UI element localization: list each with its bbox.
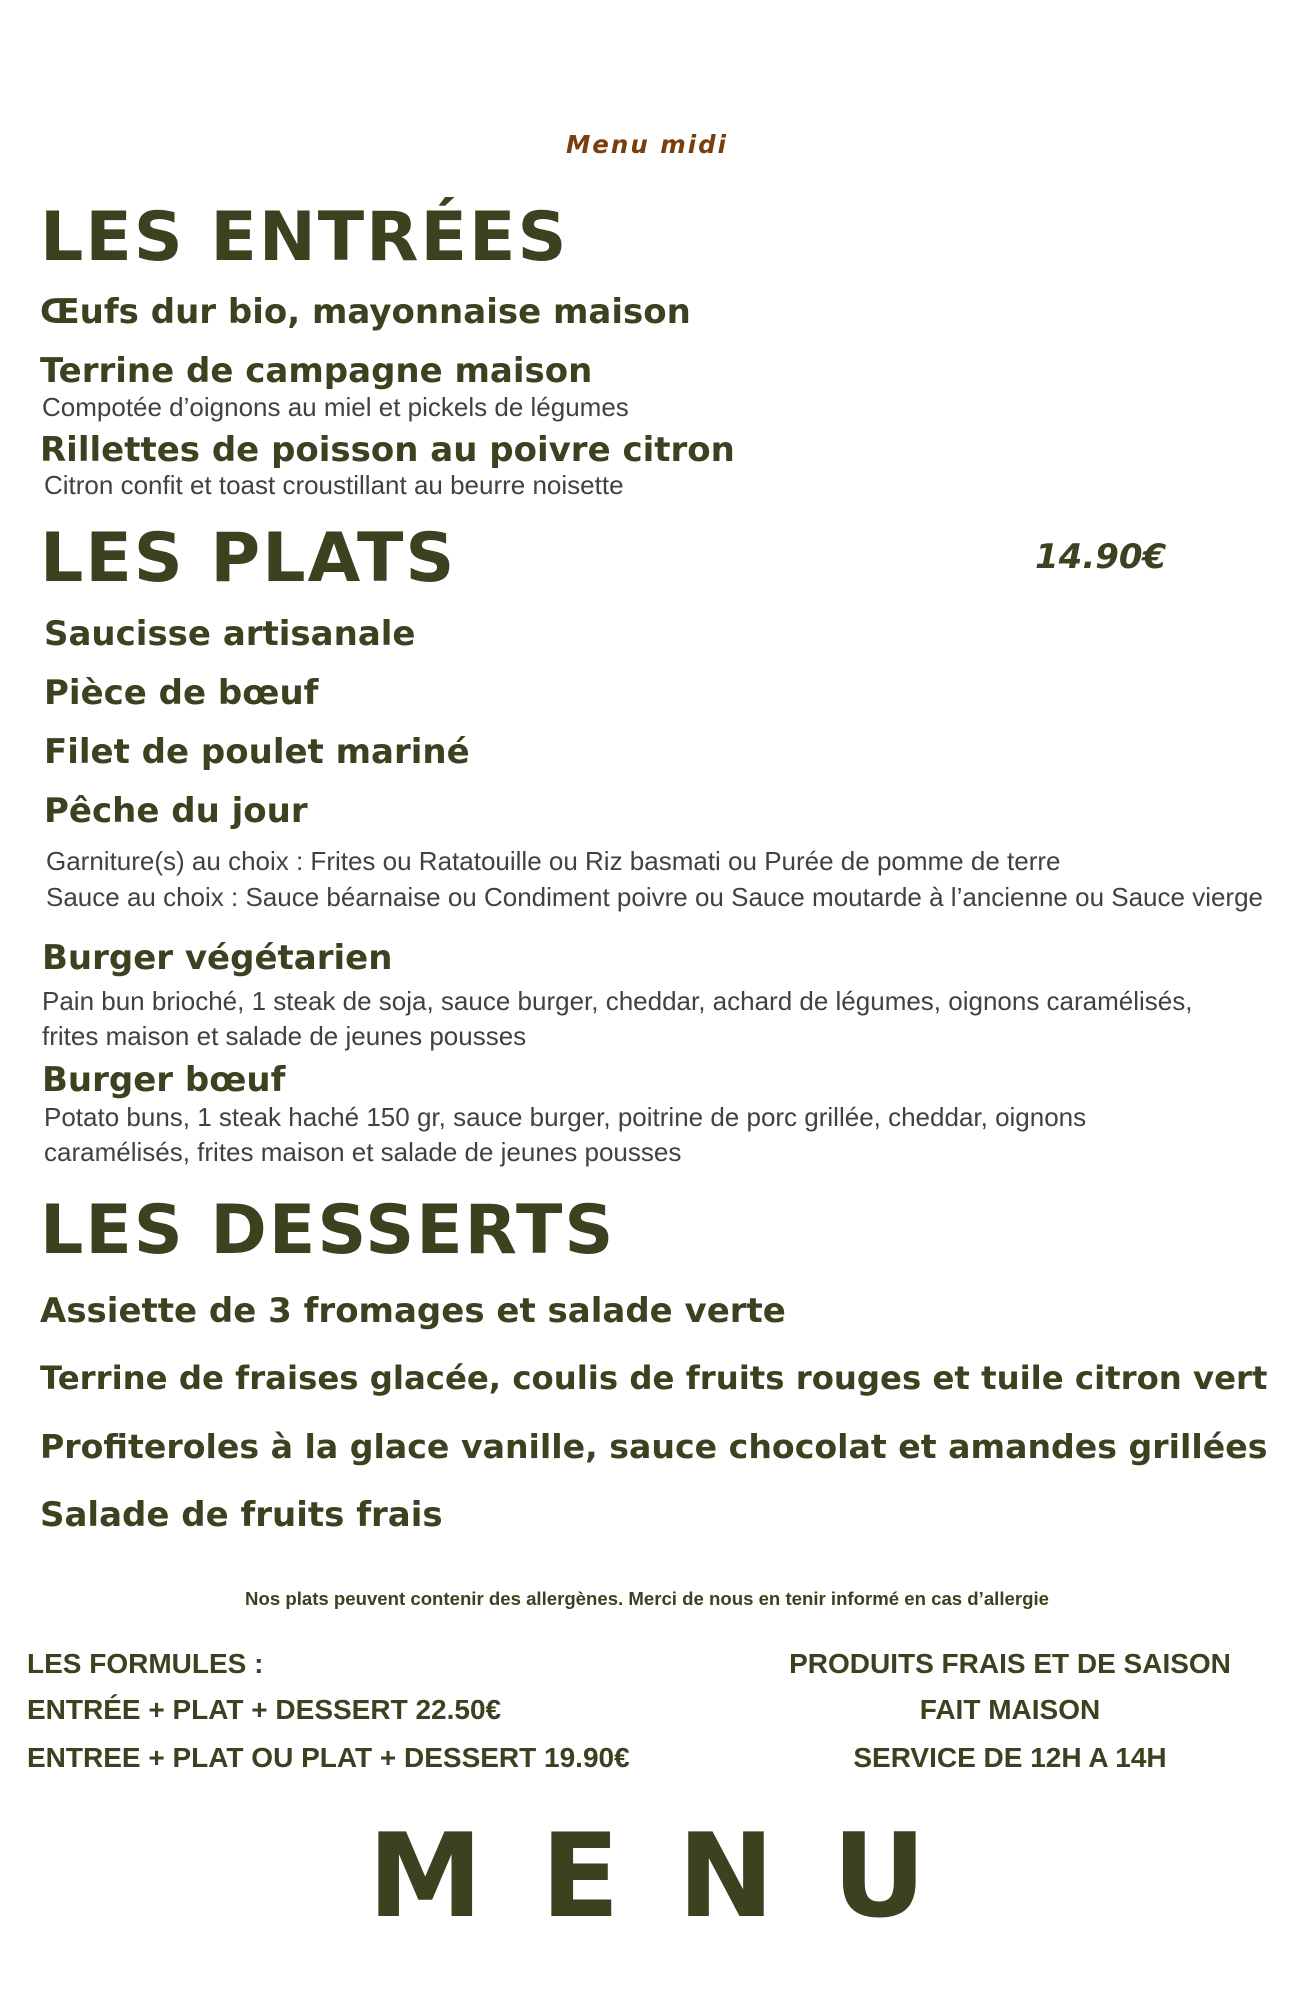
dessert-item-name: Terrine de fraises glacée, coulis de fruits rouges et tuile citron vert <box>40 1359 1268 1397</box>
garniture-text: Garniture(s) au choix : Frites ou Ratatouille ou Riz basmati ou Purée de pomme de terre <box>46 846 1061 876</box>
dessert-item-name: Profiteroles à la glace vanille, sauce chocolat et amandes grillées <box>40 1427 1268 1466</box>
plats-price: 14.90€ <box>1035 537 1167 577</box>
dessert-item-name: Salade de fruits frais <box>40 1495 443 1535</box>
menu-subtitle: Menu midi <box>565 130 729 159</box>
section-title-desserts: LES DESSERTS <box>40 1191 616 1270</box>
formula-line: ENTRÉE + PLAT + DESSERT 22.50€ <box>27 1694 502 1725</box>
menu-big-title: MENU <box>367 1810 985 1944</box>
entree-item-description: Citron confit et toast croustillant au beurre noisette <box>44 470 624 500</box>
burger-item-description: Pain bun brioché, 1 steak de soja, sauce burger, cheddar, achard de légumes, oignons caramélisés, <box>42 986 1193 1016</box>
entree-item-name: Terrine de campagne maison <box>40 351 593 391</box>
plat-item-name: Filet de poulet mariné <box>44 732 470 772</box>
entree-item-description: Compotée d’oignons au miel et pickels de légumes <box>42 392 629 422</box>
formula-line: ENTREE + PLAT OU PLAT + DESSERT 19.90€ <box>27 1742 630 1773</box>
sauce-text: Sauce au choix : Sauce béarnaise ou Condiment poivre ou Sauce moutarde à l’ancienne ou Sauce vierge <box>46 882 1264 912</box>
dessert-item-name: Assiette de 3 fromages et salade verte <box>40 1291 786 1331</box>
entree-item-name: Rillettes de poisson au poivre citron <box>40 430 735 470</box>
burger-item-description: Potato buns, 1 steak haché 150 gr, sauce burger, poitrine de porc grillée, cheddar, oignons <box>44 1102 1087 1132</box>
formulas-title: LES FORMULES : <box>27 1648 264 1679</box>
plat-item-name: Pêche du jour <box>44 791 308 831</box>
burger-item-name: Burger végétarien <box>42 938 393 978</box>
section-title-plats: LES PLATS <box>40 519 457 598</box>
allergen-notice: Nos plats peuvent contenir des allergènes. Merci de nous en tenir informé en cas d’allergie <box>245 1588 1049 1609</box>
info-line: PRODUITS FRAIS ET DE SAISON <box>789 1648 1231 1679</box>
burger-item-name: Burger bœuf <box>42 1060 286 1100</box>
info-line: FAIT MAISON <box>919 1694 1101 1725</box>
entree-item-name: Œufs dur bio, mayonnaise maison <box>40 292 691 332</box>
burger-item-description: frites maison et salade de jeunes pousses <box>42 1021 527 1051</box>
burger-item-description: caramélisés, frites maison et salade de jeunes pousses <box>44 1137 682 1167</box>
section-title-entrees: LES ENTRÉES <box>40 198 569 277</box>
plat-item-name: Pièce de bœuf <box>44 673 319 713</box>
plat-item-name: Saucisse artisanale <box>44 614 416 654</box>
info-line: SERVICE DE 12H A 14H <box>853 1742 1167 1773</box>
